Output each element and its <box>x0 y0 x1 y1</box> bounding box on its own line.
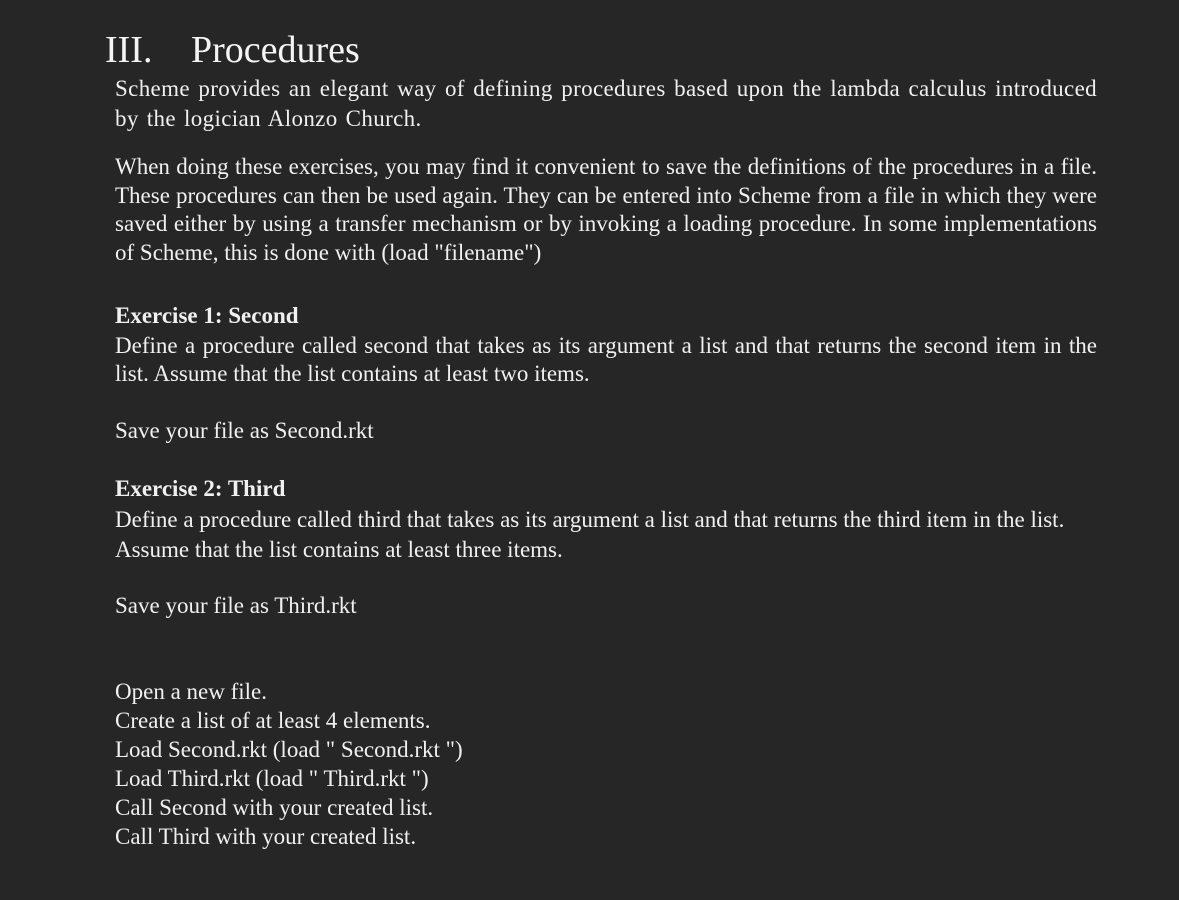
step-item: Load Third.rkt (load " Third.rkt ") <box>115 766 429 791</box>
section-heading <box>105 26 360 74</box>
step-item: Call Third with your created list. <box>115 824 417 849</box>
exercise-1-save-note: Save your file as Second.rkt <box>115 418 374 443</box>
step-item: Load Second.rkt (load " Second.rkt ") <box>115 737 463 762</box>
step-item: Open a new file. <box>115 679 267 704</box>
files-paragraph: When doing these exercises, you may find it convenient to save the definitions of the procedures in a file. These procedures can then be used again. They can be entered into Scheme from a file in which they were saved either by using a transfer mechanism or by invoking a loading procedure. In some implementations of Scheme, this is done with (load "filename") <box>115 154 1097 265</box>
step-item: Call Second with your created list. <box>115 795 434 820</box>
intro-paragraph: Scheme provides an elegant way of defining procedures based upon the lambda calculus introduced by the logician Alonzo Church. <box>115 76 1097 131</box>
step-item: Create a list of at least 4 elements. <box>115 708 431 733</box>
section-title: Procedures <box>191 29 360 71</box>
exercise-1-title: Exercise 1: Second <box>115 303 299 328</box>
exercise-1-body: Define a procedure called second that takes as its argument a list and that returns the second item in the list. Assume that the list contains at least two items. <box>115 333 1097 386</box>
instruction-steps <box>115 677 1097 851</box>
exercise-2-body: Define a procedure called third that takes as its argument a list and that returns the third item in the list. Assume that the list contains at least three items. <box>115 507 1065 562</box>
section-number: III. <box>105 29 153 71</box>
exercise-2-title: Exercise 2: Third <box>115 476 286 501</box>
exercise-2-save-note: Save your file as Third.rkt <box>115 593 357 618</box>
